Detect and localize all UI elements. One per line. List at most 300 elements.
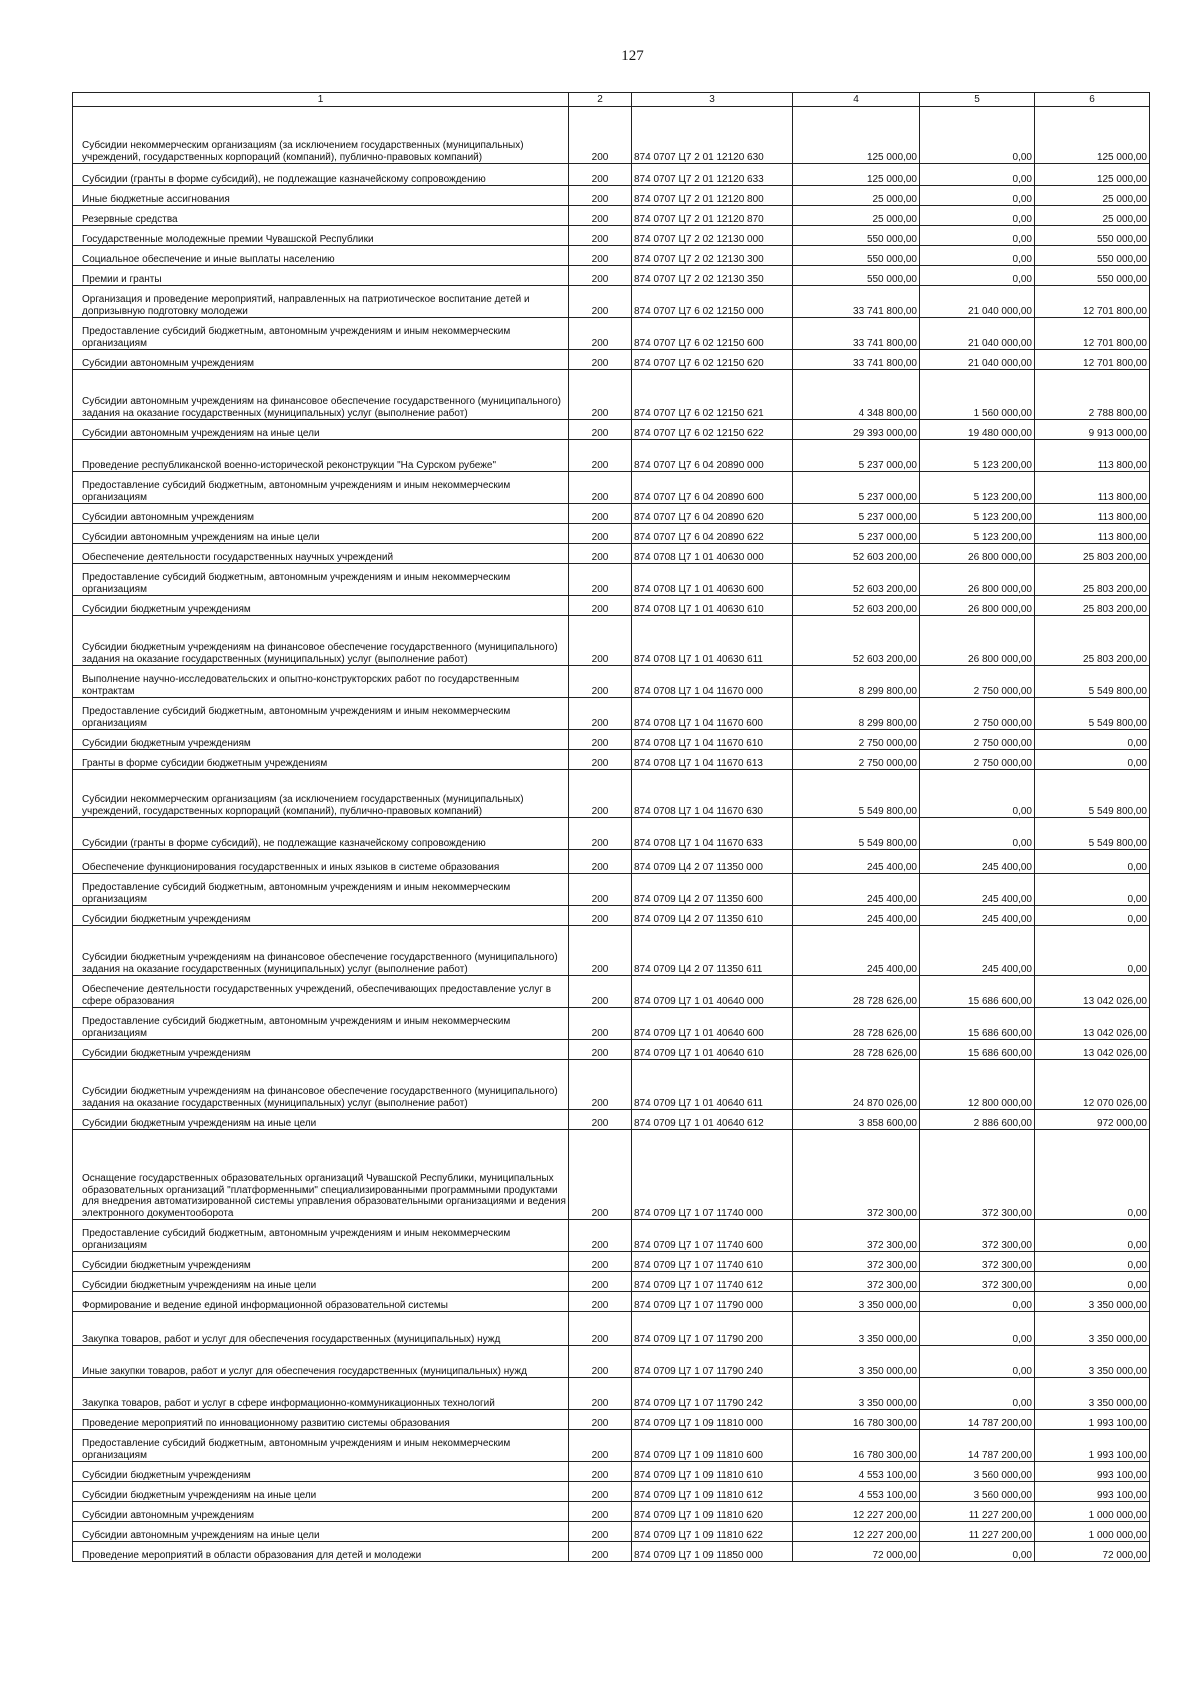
row-col2: 200 (569, 1040, 632, 1060)
row-value-4: 33 741 800,00 (793, 350, 920, 370)
row-value-4: 52 603 200,00 (793, 596, 920, 616)
row-col2: 200 (569, 1008, 632, 1040)
row-col2: 200 (569, 370, 632, 420)
row-name (73, 370, 569, 420)
row-value-4: 28 728 626,00 (793, 1040, 920, 1060)
row-value-6: 3 350 000,00 (1035, 1312, 1150, 1346)
row-col2: 200 (569, 1220, 632, 1252)
row-col2: 200 (569, 730, 632, 750)
row-value-5: 372 300,00 (920, 1220, 1035, 1252)
row-code: 874 0708 Ц7 1 01 40630 611 (632, 616, 793, 666)
row-col2: 200 (569, 698, 632, 730)
row-value-4: 2 750 000,00 (793, 750, 920, 770)
row-value-4: 5 549 800,00 (793, 818, 920, 850)
row-name (73, 730, 569, 750)
table-row (73, 770, 1150, 818)
row-col2: 200 (569, 1060, 632, 1110)
row-value-6: 0,00 (1035, 1252, 1150, 1272)
row-value-5: 0,00 (920, 1378, 1035, 1410)
row-col2: 200 (569, 906, 632, 926)
row-value-6: 12 070 026,00 (1035, 1060, 1150, 1110)
row-name-text: Субсидии бюджетным учреждениям на финансовое обеспечение государственного (муниципального) задания на оказание государственных (муниципальных) услуг (выполнение работ) (82, 1086, 558, 1109)
row-name (73, 246, 569, 266)
row-name-text: Субсидии автономным учреждениям (82, 1509, 255, 1521)
row-name (73, 1502, 569, 1522)
row-col2: 200 (569, 1430, 632, 1462)
row-code: 874 0707 Ц7 6 04 20890 000 (632, 440, 793, 472)
header-col-5: 5 (920, 93, 1035, 107)
row-value-5: 15 686 600,00 (920, 1040, 1035, 1060)
row-name-text: Премии и гранты (82, 273, 162, 285)
row-name-text: Социальное обеспечение и иные выплаты населению (82, 253, 335, 265)
row-value-4: 245 400,00 (793, 926, 920, 976)
row-name-text: Субсидии бюджетным учреждениям (82, 913, 251, 925)
row-value-5: 2 750 000,00 (920, 698, 1035, 730)
row-value-5: 0,00 (920, 1292, 1035, 1312)
row-name (73, 1378, 569, 1410)
table-row (73, 666, 1150, 698)
table-row (73, 1292, 1150, 1312)
row-code: 874 0709 Ц4 2 07 11350 611 (632, 926, 793, 976)
row-value-6: 993 100,00 (1035, 1482, 1150, 1502)
table-row (73, 926, 1150, 976)
row-name-text: Формирование и ведение единой информационной образовательной системы (82, 1299, 448, 1311)
table-row (73, 730, 1150, 750)
row-code: 874 0709 Ц7 1 07 11790 242 (632, 1378, 793, 1410)
row-col2: 200 (569, 472, 632, 504)
row-value-6: 2 788 800,00 (1035, 370, 1150, 420)
row-value-4: 550 000,00 (793, 226, 920, 246)
row-value-4: 5 237 000,00 (793, 524, 920, 544)
row-code: 874 0708 Ц7 1 04 11670 633 (632, 818, 793, 850)
row-name (73, 616, 569, 666)
row-value-5: 26 800 000,00 (920, 544, 1035, 564)
row-value-4: 372 300,00 (793, 1130, 920, 1220)
row-name (73, 1252, 569, 1272)
row-value-5: 245 400,00 (920, 906, 1035, 926)
table-row (73, 1430, 1150, 1462)
row-value-4: 16 780 300,00 (793, 1430, 920, 1462)
row-col2: 200 (569, 1110, 632, 1130)
row-name-text: Выполнение научно-исследовательских и опытно-конструкторских работ по государственным контрактам (82, 674, 520, 697)
row-value-6: 9 913 000,00 (1035, 420, 1150, 440)
row-value-4: 52 603 200,00 (793, 564, 920, 596)
row-name-text: Субсидии автономным учреждениям на иные цели (82, 1529, 320, 1541)
row-name (73, 596, 569, 616)
table-row (73, 266, 1150, 286)
row-value-4: 5 237 000,00 (793, 440, 920, 472)
row-code: 874 0709 Ц7 1 09 11810 600 (632, 1430, 793, 1462)
row-name-text: Субсидии бюджетным учреждениям (82, 1469, 251, 1481)
row-name-text: Предоставление субсидий бюджетным, автономным учреждениям и иным некоммерческим организациям (82, 706, 511, 729)
table-row (73, 1542, 1150, 1562)
table-row (73, 906, 1150, 926)
row-name-text: Субсидии бюджетным учреждениям (82, 1259, 251, 1271)
row-value-6: 13 042 026,00 (1035, 976, 1150, 1008)
row-name-text: Предоставление субсидий бюджетным, автономным учреждениям и иным некоммерческим организациям (82, 326, 511, 349)
row-name (73, 186, 569, 206)
row-name (73, 1482, 569, 1502)
row-value-5: 21 040 000,00 (920, 350, 1035, 370)
row-name-text: Закупка товаров, работ и услуг для обеспечения государственных (муниципальных) нужд (82, 1333, 501, 1345)
row-name (73, 1522, 569, 1542)
row-col2: 200 (569, 206, 632, 226)
row-col2: 200 (569, 286, 632, 318)
table-row (73, 1040, 1150, 1060)
row-col2: 200 (569, 976, 632, 1008)
table-row (73, 1272, 1150, 1292)
row-value-6: 25 803 200,00 (1035, 544, 1150, 564)
row-code: 874 0709 Ц7 1 09 11810 000 (632, 1410, 793, 1430)
row-value-4: 25 000,00 (793, 206, 920, 226)
row-col2: 200 (569, 1272, 632, 1292)
row-value-5: 2 886 600,00 (920, 1110, 1035, 1130)
row-value-6: 0,00 (1035, 850, 1150, 874)
row-name-text: Предоставление субсидий бюджетным, автономным учреждениям и иным некоммерческим организациям (82, 882, 511, 905)
row-value-4: 5 549 800,00 (793, 770, 920, 818)
table-row (73, 1522, 1150, 1542)
row-value-5: 12 800 000,00 (920, 1060, 1035, 1110)
budget-table (72, 92, 1150, 1562)
row-value-5: 0,00 (920, 770, 1035, 818)
row-code: 874 0709 Ц7 1 01 40640 612 (632, 1110, 793, 1130)
row-value-6: 113 800,00 (1035, 472, 1150, 504)
row-value-4: 28 728 626,00 (793, 1008, 920, 1040)
row-name (73, 1040, 569, 1060)
row-value-6: 0,00 (1035, 874, 1150, 906)
row-name-text: Организация и проведение мероприятий, направленных на патриотическое воспитание детей и допризывную подготовку молодежи (82, 294, 530, 317)
table-row (73, 226, 1150, 246)
table-row (73, 750, 1150, 770)
row-name (73, 164, 569, 186)
row-name (73, 286, 569, 318)
header-col-6: 6 (1035, 93, 1150, 107)
row-value-5: 11 227 200,00 (920, 1502, 1035, 1522)
row-value-6: 3 350 000,00 (1035, 1346, 1150, 1378)
row-code: 874 0708 Ц7 1 01 40630 600 (632, 564, 793, 596)
row-value-5: 0,00 (920, 1312, 1035, 1346)
row-name-text: Субсидии некоммерческим организациям (за исключением государственных (муниципальных) учреждений, государственных корпораций (компаний), публично-правовых компаний) (82, 140, 524, 163)
row-value-4: 12 227 200,00 (793, 1522, 920, 1542)
table-row (73, 420, 1150, 440)
row-name-text: Субсидии автономным учреждениям (82, 511, 255, 523)
row-name-text: Субсидии бюджетным учреждениям на иные цели (82, 1489, 317, 1501)
row-value-6: 113 800,00 (1035, 440, 1150, 472)
table-row (73, 246, 1150, 266)
row-name (73, 1008, 569, 1040)
row-name-text: Обеспечение деятельности государственных научных учреждений (82, 551, 394, 563)
row-value-4: 29 393 000,00 (793, 420, 920, 440)
row-code: 874 0709 Ц7 1 09 11810 620 (632, 1502, 793, 1522)
row-value-5: 26 800 000,00 (920, 564, 1035, 596)
row-code: 874 0709 Ц4 2 07 11350 610 (632, 906, 793, 926)
table-body (73, 107, 1150, 1562)
row-name-text: Предоставление субсидий бюджетным, автономным учреждениям и иным некоммерческим организациям (82, 1016, 511, 1039)
row-name (73, 350, 569, 370)
table-row (73, 976, 1150, 1008)
row-name-text: Обеспечение функционирования государственных и иных языков в системе образования (82, 861, 500, 873)
row-value-5: 5 123 200,00 (920, 504, 1035, 524)
row-col2: 200 (569, 666, 632, 698)
row-value-4: 12 227 200,00 (793, 1502, 920, 1522)
table-row (73, 370, 1150, 420)
row-name-text: Предоставление субсидий бюджетным, автономным учреждениям и иным некоммерческим организациям (82, 1438, 511, 1461)
row-name (73, 206, 569, 226)
row-col2: 200 (569, 544, 632, 564)
row-value-6: 125 000,00 (1035, 164, 1150, 186)
row-value-5: 245 400,00 (920, 926, 1035, 976)
row-name-text: Субсидии (гранты в форме субсидий), не подлежащие казначейскому сопровождению (82, 837, 486, 849)
row-value-4: 5 237 000,00 (793, 472, 920, 504)
row-col2: 200 (569, 1410, 632, 1430)
row-value-5: 5 123 200,00 (920, 472, 1035, 504)
row-value-4: 245 400,00 (793, 850, 920, 874)
row-name-text: Субсидии бюджетным учреждениям на финансовое обеспечение государственного (муниципального) задания на оказание государственных (муниципальных) услуг (выполнение работ) (82, 642, 558, 665)
row-code: 874 0709 Ц7 1 07 11790 000 (632, 1292, 793, 1312)
row-name (73, 1110, 569, 1130)
row-code: 874 0708 Ц7 1 01 40630 610 (632, 596, 793, 616)
row-value-6: 0,00 (1035, 1220, 1150, 1252)
row-col2: 200 (569, 1252, 632, 1272)
row-col2: 200 (569, 926, 632, 976)
row-value-4: 4 348 800,00 (793, 370, 920, 420)
header-col-3: 3 (632, 93, 793, 107)
row-value-5: 2 750 000,00 (920, 666, 1035, 698)
row-code: 874 0707 Ц7 2 02 12130 300 (632, 246, 793, 266)
row-value-4: 550 000,00 (793, 246, 920, 266)
row-value-6: 25 803 200,00 (1035, 616, 1150, 666)
header-row (73, 93, 1150, 107)
table-row (73, 1462, 1150, 1482)
table-row (73, 472, 1150, 504)
row-name-text: Субсидии (гранты в форме субсидий), не подлежащие казначейскому сопровождению (82, 173, 486, 185)
row-value-6: 3 350 000,00 (1035, 1292, 1150, 1312)
row-code: 874 0709 Ц7 1 07 11740 612 (632, 1272, 793, 1292)
row-name-text: Предоставление субсидий бюджетным, автономным учреждениям и иным некоммерческим организациям (82, 1228, 511, 1251)
row-code: 874 0707 Ц7 6 04 20890 600 (632, 472, 793, 504)
row-name-text: Иные закупки товаров, работ и услуг для обеспечения государственных (муниципальных) нужд (82, 1365, 527, 1377)
row-name-text: Субсидии автономным учреждениям на иные цели (82, 531, 320, 543)
table-row (73, 1346, 1150, 1378)
row-value-4: 8 299 800,00 (793, 666, 920, 698)
row-name (73, 906, 569, 926)
row-value-4: 372 300,00 (793, 1272, 920, 1292)
row-col2: 200 (569, 1482, 632, 1502)
row-value-6: 12 701 800,00 (1035, 318, 1150, 350)
row-value-5: 5 123 200,00 (920, 440, 1035, 472)
row-value-4: 125 000,00 (793, 164, 920, 186)
row-code: 874 0709 Ц7 1 09 11810 622 (632, 1522, 793, 1542)
row-col2: 200 (569, 1346, 632, 1378)
row-value-6: 550 000,00 (1035, 266, 1150, 286)
row-name (73, 750, 569, 770)
table-row (73, 850, 1150, 874)
row-value-6: 1 000 000,00 (1035, 1502, 1150, 1522)
row-code: 874 0709 Ц7 1 07 11740 000 (632, 1130, 793, 1220)
row-value-5: 0,00 (920, 818, 1035, 850)
row-value-4: 33 741 800,00 (793, 318, 920, 350)
table-row (73, 544, 1150, 564)
table-row (73, 818, 1150, 850)
row-value-4: 125 000,00 (793, 107, 920, 164)
row-value-6: 0,00 (1035, 1130, 1150, 1220)
row-value-4: 52 603 200,00 (793, 616, 920, 666)
row-value-4: 28 728 626,00 (793, 976, 920, 1008)
row-value-4: 3 350 000,00 (793, 1346, 920, 1378)
row-value-6: 113 800,00 (1035, 504, 1150, 524)
row-code: 874 0707 Ц7 6 02 12150 620 (632, 350, 793, 370)
row-code: 874 0708 Ц7 1 04 11670 610 (632, 730, 793, 750)
row-name-text: Субсидии бюджетным учреждениям на иные цели (82, 1117, 317, 1129)
row-value-4: 4 553 100,00 (793, 1482, 920, 1502)
row-name (73, 472, 569, 504)
row-value-4: 4 553 100,00 (793, 1462, 920, 1482)
row-name (73, 1312, 569, 1346)
row-code: 874 0708 Ц7 1 04 11670 600 (632, 698, 793, 730)
table-row (73, 206, 1150, 226)
row-value-5: 14 787 200,00 (920, 1430, 1035, 1462)
row-col2: 200 (569, 350, 632, 370)
row-value-6: 25 000,00 (1035, 186, 1150, 206)
row-code: 874 0709 Ц7 1 01 40640 600 (632, 1008, 793, 1040)
row-name-text: Субсидии бюджетным учреждениям (82, 1047, 251, 1059)
row-value-6: 25 803 200,00 (1035, 564, 1150, 596)
row-code: 874 0709 Ц4 2 07 11350 000 (632, 850, 793, 874)
row-name-text: Субсидии бюджетным учреждениям (82, 603, 251, 615)
row-code: 874 0709 Ц7 1 07 11790 200 (632, 1312, 793, 1346)
row-value-6: 1 993 100,00 (1035, 1410, 1150, 1430)
row-name (73, 1292, 569, 1312)
table-row (73, 1130, 1150, 1220)
table-row (73, 698, 1150, 730)
row-col2: 200 (569, 318, 632, 350)
table-row (73, 1502, 1150, 1522)
row-code: 874 0709 Ц7 1 09 11810 612 (632, 1482, 793, 1502)
table-row (73, 1410, 1150, 1430)
row-value-5: 0,00 (920, 186, 1035, 206)
row-value-5: 2 750 000,00 (920, 730, 1035, 750)
row-value-5: 0,00 (920, 266, 1035, 286)
row-col2: 200 (569, 1130, 632, 1220)
row-name (73, 1462, 569, 1482)
row-name (73, 850, 569, 874)
table-row (73, 504, 1150, 524)
row-value-6: 0,00 (1035, 926, 1150, 976)
row-value-5: 21 040 000,00 (920, 318, 1035, 350)
row-col2: 200 (569, 564, 632, 596)
row-name-text: Субсидии автономным учреждениям на финансовое обеспечение государственного (муниципального) задания на оказание государственных (муниципальных) услуг (выполнение работ) (82, 396, 561, 419)
row-col2: 200 (569, 850, 632, 874)
row-col2: 200 (569, 420, 632, 440)
row-name (73, 524, 569, 544)
row-value-6: 5 549 800,00 (1035, 818, 1150, 850)
row-name-text: Проведение республиканской военно-исторической реконструкции "На Сурском рубеже" (82, 459, 497, 471)
row-value-6: 550 000,00 (1035, 226, 1150, 246)
row-code: 874 0707 Ц7 2 01 12120 633 (632, 164, 793, 186)
row-col2: 200 (569, 164, 632, 186)
table-row (73, 1252, 1150, 1272)
row-name-text: Субсидии автономным учреждениям (82, 357, 255, 369)
table-row (73, 1312, 1150, 1346)
row-value-6: 13 042 026,00 (1035, 1040, 1150, 1060)
row-value-6: 12 701 800,00 (1035, 286, 1150, 318)
table-row (73, 1482, 1150, 1502)
row-col2: 200 (569, 266, 632, 286)
row-value-6: 993 100,00 (1035, 1462, 1150, 1482)
row-name (73, 770, 569, 818)
row-name-text: Резервные средства (82, 213, 178, 225)
row-name (73, 1430, 569, 1462)
row-name (73, 1130, 569, 1220)
row-value-4: 52 603 200,00 (793, 544, 920, 564)
row-name-text: Субсидии автономным учреждениям на иные цели (82, 427, 320, 439)
row-value-6: 5 549 800,00 (1035, 666, 1150, 698)
row-code: 874 0709 Ц7 1 07 11740 600 (632, 1220, 793, 1252)
row-value-4: 372 300,00 (793, 1252, 920, 1272)
row-value-6: 13 042 026,00 (1035, 1008, 1150, 1040)
header-col-1: 1 (73, 93, 569, 107)
row-code: 874 0709 Ц7 1 01 40640 611 (632, 1060, 793, 1110)
table-row (73, 186, 1150, 206)
row-value-6: 72 000,00 (1035, 1542, 1150, 1562)
row-col2: 200 (569, 874, 632, 906)
row-code: 874 0707 Ц7 2 02 12130 000 (632, 226, 793, 246)
row-value-6: 5 549 800,00 (1035, 770, 1150, 818)
row-name (73, 1346, 569, 1378)
row-value-5: 3 560 000,00 (920, 1462, 1035, 1482)
row-value-6: 25 803 200,00 (1035, 596, 1150, 616)
row-value-5: 15 686 600,00 (920, 976, 1035, 1008)
row-value-4: 550 000,00 (793, 266, 920, 286)
header-col-4: 4 (793, 93, 920, 107)
row-code: 874 0709 Ц7 1 09 11850 000 (632, 1542, 793, 1562)
row-value-5: 0,00 (920, 226, 1035, 246)
row-value-5: 0,00 (920, 164, 1035, 186)
row-name (73, 1410, 569, 1430)
table-row (73, 350, 1150, 370)
row-value-4: 3 858 600,00 (793, 1110, 920, 1130)
row-value-4: 3 350 000,00 (793, 1292, 920, 1312)
row-col2: 200 (569, 107, 632, 164)
table-row (73, 164, 1150, 186)
row-code: 874 0709 Ц7 1 07 11740 610 (632, 1252, 793, 1272)
row-value-4: 245 400,00 (793, 874, 920, 906)
row-name-text: Субсидии бюджетным учреждениям (82, 737, 251, 749)
row-col2: 200 (569, 504, 632, 524)
row-col2: 200 (569, 596, 632, 616)
row-col2: 200 (569, 1312, 632, 1346)
row-code: 874 0707 Ц7 6 04 20890 622 (632, 524, 793, 544)
row-value-4: 24 870 026,00 (793, 1060, 920, 1110)
row-name (73, 440, 569, 472)
row-name-text: Закупка товаров, работ и услуг в сфере информационно-коммуникационных технологий (82, 1397, 495, 1409)
row-value-5: 11 227 200,00 (920, 1522, 1035, 1542)
row-code: 874 0707 Ц7 2 01 12120 870 (632, 206, 793, 226)
row-value-6: 0,00 (1035, 750, 1150, 770)
row-value-4: 245 400,00 (793, 906, 920, 926)
row-value-5: 0,00 (920, 1542, 1035, 1562)
row-value-6: 12 701 800,00 (1035, 350, 1150, 370)
row-name-text: Проведение мероприятий в области образования для детей и молодежи (82, 1549, 422, 1561)
row-code: 874 0707 Ц7 6 02 12150 000 (632, 286, 793, 318)
row-code: 874 0709 Ц7 1 01 40640 000 (632, 976, 793, 1008)
row-name (73, 818, 569, 850)
row-name-text: Проведение мероприятий по инновационному развитию системы образования (82, 1417, 450, 1429)
row-value-5: 1 560 000,00 (920, 370, 1035, 420)
row-value-4: 372 300,00 (793, 1220, 920, 1252)
row-col2: 200 (569, 616, 632, 666)
row-code: 874 0708 Ц7 1 04 11670 000 (632, 666, 793, 698)
